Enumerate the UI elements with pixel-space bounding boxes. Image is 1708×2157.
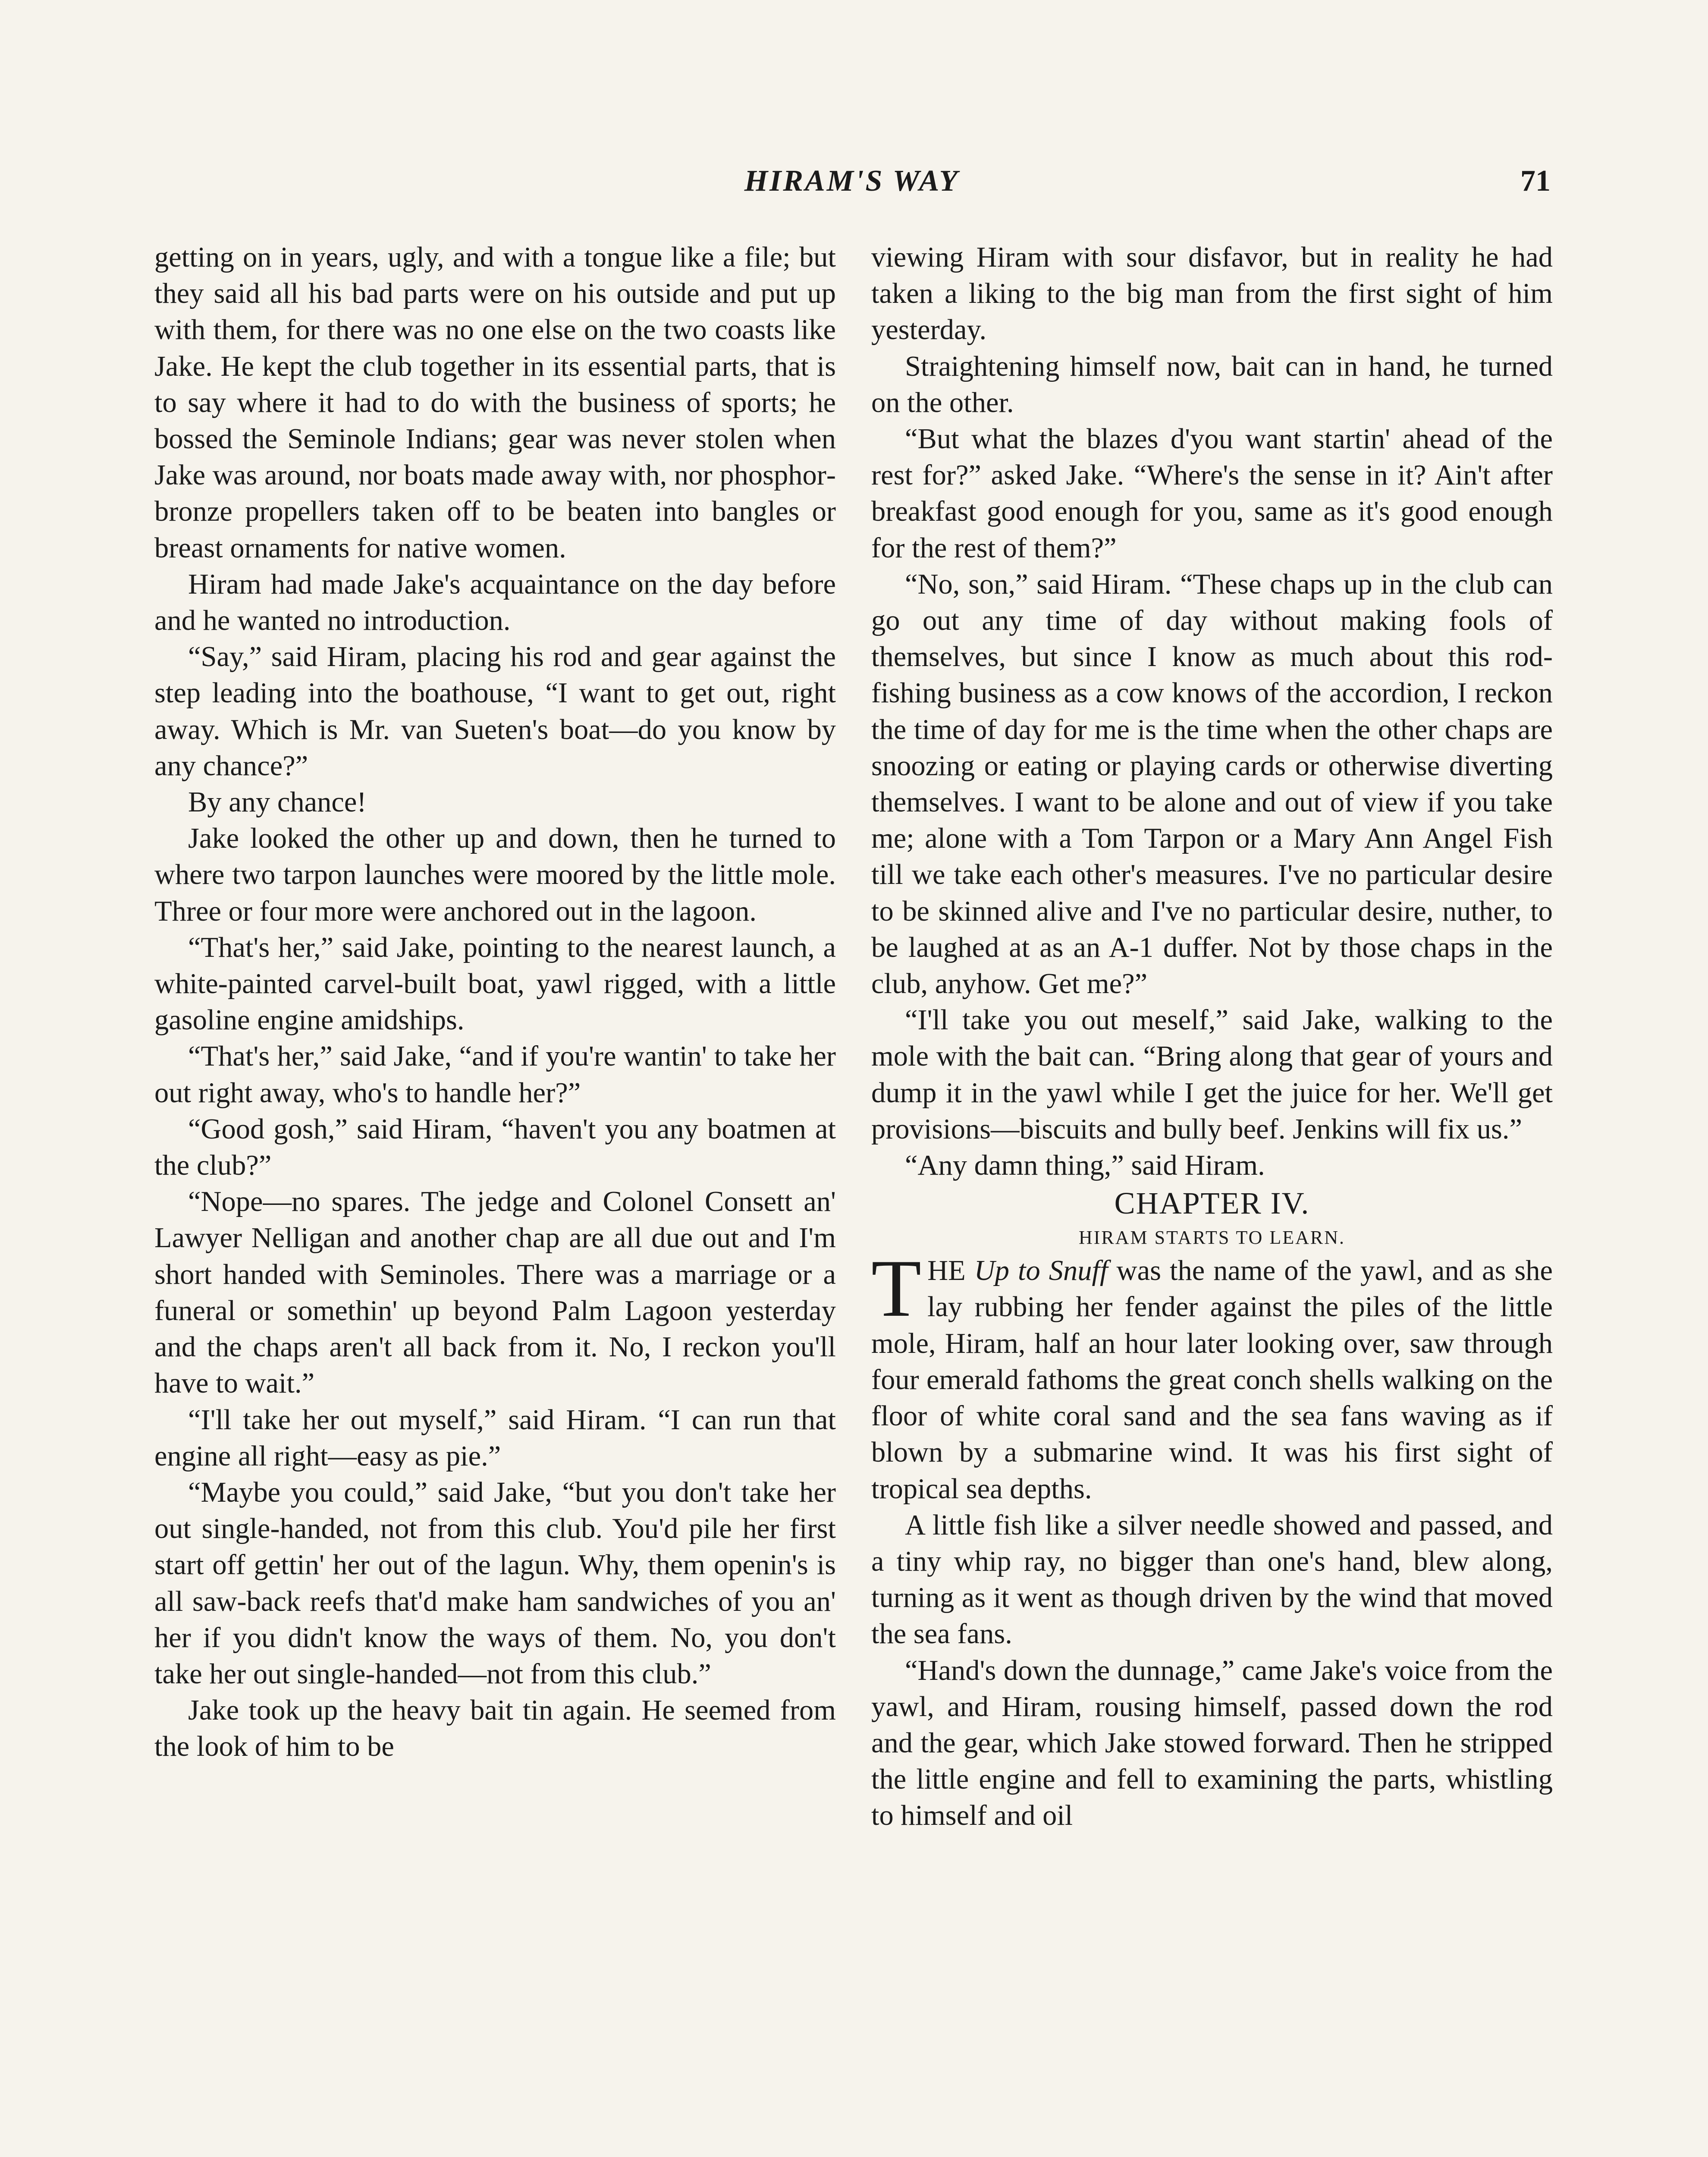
paragraph: Jake looked the other up and down, then he turned to where two tarpon launches were moored by the little mole. Three or four more were anchored out in the lagoon. (154, 823, 836, 927)
paragraph: “Good gosh,” said Hiram, “haven't you any boatmen at the club?” (154, 1113, 836, 1182)
opening-word: HE (927, 1255, 966, 1287)
page-number: 71 (1520, 164, 1551, 198)
paragraph: “Hand's down the dunnage,” came Jake's voice from the yawl, and Hiram, rousing himself, passed down the rod and the gear, which Jake stowed forward. Then he stripped the little engine and fell to examining the parts, whistling to himself and oil (871, 1654, 1553, 1832)
drop-cap: T (871, 1243, 922, 1334)
paragraph: “Maybe you could,” said Jake, “but you don't take her out single-handed, not from this club. You'd pile her first start off gettin' her out of the lagun. Why, them openin's is all saw-back reefs that'd make ham sandwiches of you an' her if you didn't know the ways of them. No, you don't take her out single-handed—not from this club.” (154, 1476, 836, 1690)
paragraph: A little fish like a silver needle showed and passed, and a tiny whip ray, no bigger than one's hand, blew along, turning as it went as though driven by the wind that moved the sea fans. (871, 1509, 1553, 1650)
paragraph: By any chance! (188, 786, 367, 818)
left-column (154, 239, 836, 1765)
paragraph: Jake took up the heavy bait tin again. He seemed from the look of him to be (154, 1695, 836, 1763)
chapter-opening-paragraph (871, 1243, 1553, 1507)
paragraph: “Nope—no spares. The jedge and Colonel Consett an' Lawyer Nelligan and another chap are all due out and I'm short handed with Seminoles. There was a marriage or a funeral or somethin' up beyond Palm Lagoon yesterday and the chaps aren't all back from it. No, I reckon you'll have to wait.” (154, 1186, 836, 1399)
paragraph: “Say,” said Hiram, placing his rod and gear against the step leading into the boathouse, “I want to get out, right away. Which is Mr. van Sueten's boat—do you know by any chance?” (154, 641, 836, 782)
running-head (153, 160, 1551, 207)
paragraph: Hiram had made Jake's acquaintance on the day before and he wanted no introduction. (154, 568, 836, 637)
paragraph: “But what the blazes d'you want startin' ahead of the rest for?” asked Jake. “Where's the sense in it? Ain't after breakfast good enough for you, same as it's good enough for the rest of them?” (871, 423, 1553, 564)
paragraph: “I'll take her out myself,” said Hiram. “I can run that engine all right—easy as pie.” (154, 1404, 836, 1472)
paragraph: “I'll take you out meself,” said Jake, walking to the mole with the bait can. “Bring along that gear of yours and dump it in the yawl while I get the juice for her. We'll get provisions—biscuits and bully beef. Jenkins will fix us.” (871, 1004, 1553, 1145)
paragraph: Straightening himself now, bait can in hand, he turned on the other. (871, 350, 1553, 418)
chapter-title: CHAPTER IV. (1114, 1186, 1310, 1221)
right-column (871, 239, 1553, 1834)
paragraph: viewing Hiram with sour disfavor, but in reality he had taken a liking to the big man from the first sight of him yesterday. (871, 242, 1553, 346)
paragraph: getting on in years, ugly, and with a tongue like a file; but they said all his bad parts were on his outside and put up with them, for there was no one else on the two coasts like Jake. He kept the club together in its essential parts, that is to say where it had to do with the business of sports; he bossed the Seminole Indians; gear was never stolen when Jake was around, nor boats made away with, nor phosphorbronze propellers taken off to be beaten into bangles or breast ornaments for native women. (154, 242, 836, 564)
paragraph: “That's her,” said Jake, pointing to the nearest launch, a white-painted carvel-built boat, yawl rigged, with a little gasoline engine amidships. (154, 931, 836, 1036)
opening-text: was the name of the yawl, and as she lay rubbing her fender against the piles of the little mole, Hiram, half an hour later looking over, saw through four emerald fathoms the great conch shells walking on the floor of white coral sand and the sea fans waving as if blown by a submarine wind. It was his first sight of tropical sea depths. (871, 1255, 1553, 1505)
paragraph: “That's her,” said Jake, “and if you're wantin' to take her out right away, who's to handle her?” (154, 1041, 836, 1109)
running-title: HIRAM'S WAY (744, 164, 960, 198)
chapter-subtitle: HIRAM STARTS TO LEARN. (1078, 1227, 1346, 1248)
boat-name: Up to Snuff (974, 1255, 1108, 1287)
paragraph: “Any damn thing,” said Hiram. (905, 1150, 1265, 1182)
paragraph: “No, son,” said Hiram. “These chaps up in the club can go out any time of day without making fools of themselves, but since I know as much about this rod-fishing business as a cow knows of the accordion, I reckon the time of day for me is the time when the other chaps are snoozing or eating or playing cards or otherwise diverting themselves. I want to be alone and out of view if you take me; alone with a Tom Tarpon or a Mary Ann Angel Fish till we take each other's measures. I've no particular desire to be skinned alive and I've no particular desire, nuther, to be laughed at as an A-1 duffer. Not by those chaps in the club, anyhow. Get me?” (871, 568, 1553, 1000)
